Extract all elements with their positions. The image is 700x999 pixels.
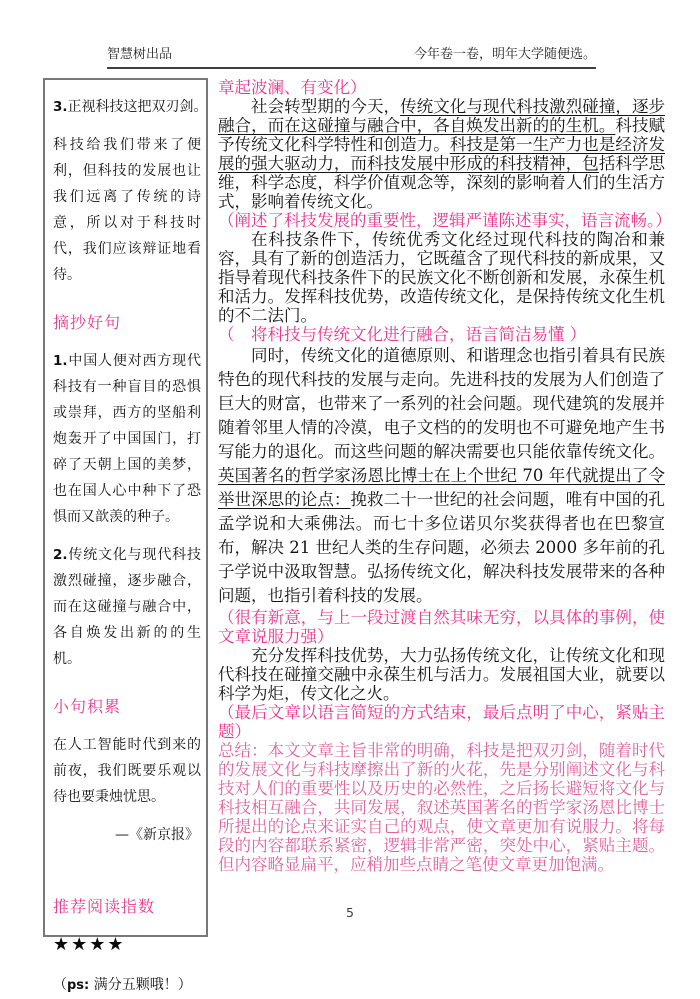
essay-paragraph-2: 在科技条件下，传统优秀文化经过现代科技的陶冶和兼容，具有了新的创造活力，它既蕴含了现代科技的新成果，又指导着现代科技条件下的民族文化不断创新和发展，永葆生机和活力。发挥科技优势，改造传统文化，是保持传统文化生机的不二法门。	[218, 230, 665, 325]
teacher-annotation-3: （很有新意，与上一段过渡自然其味无穷，以具体的事例，使文章说服力强）	[218, 608, 665, 646]
essay-paragraph-4: 充分发挥科技优势，大力弘扬传统文化，让传统文化和现代科技在碰撞交融中永葆生机与活力。发展祖国大业，就要以科学为炬，传文化之火。	[218, 646, 665, 703]
essay-paragraph-1	[218, 97, 665, 211]
teacher-summary: 总结：本文文章主旨非常的明确，科技是把双刃剑，随着时代的发展文化与科技摩擦出了新的火花，先是分别阐述文化与科技对人们的重要性以及历史的必然性，之后扬长避短将文化与科技相互融合，共同发展，叙述英国著名的哲学家汤恩比博士所提出的论点来证实自己的观点，使文章更加有说服力。将每段的内容都联系紧密，逻辑非常严密，突处中心，紧贴主题。但内容略显扁平，应稍加些点睛之笔使文章更加饱满。	[218, 741, 665, 874]
p1-text-1: 社会转型期的今天，	[251, 97, 401, 116]
excerpt-item-2	[53, 542, 201, 672]
rating-section-heading: 推荐阅读指数	[53, 897, 156, 916]
p1-underlined-1: 传统文化与现代科技激烈碰撞，逐步融合，而在这碰撞与融合中，各自焕发出新的的生机。	[218, 97, 665, 135]
page-number: 5	[346, 905, 354, 920]
excerpt-2-text: 传统文化与现代科技激烈碰撞，逐步融合，而在这碰撞与融合中，各自焕发出新的的生机。	[53, 547, 201, 667]
p3-text-1: 同时，传统文化的道德原则、和谐理念也指引着具有民族特色的现代科技的发展与走向。先进科技的发展为人们创造了巨大的财富，也带来了一系列的社会问题。现代建筑的发展并随着邻里人情的冷漠，电子文档的的发明也不可避免地产生书写能力的退化。而这些问题的解决需要也只能依靠传统文化。	[218, 346, 665, 461]
phrase-source: —《新京报》	[115, 827, 199, 843]
excerpt-1-text: 中国人便对西方现代科技有一种盲目的恐惧或崇拜，西方的坚船利炮轰开了中国国门，打碎了天朝上国的美梦，也在国人心中种下了恐惧而又歆羡的种子。	[53, 353, 201, 525]
phrase-section-heading: 小句积累	[53, 697, 122, 716]
excerpt-1-number: 1.	[53, 353, 68, 369]
point-title: 正视科技这把双刃剑。	[67, 99, 208, 115]
p3-underlined-1: 英国著名的哲学家汤恩比博士在上个世纪 70 年代就提出了令举世深思的论点：	[218, 466, 665, 509]
rating-note-open: （	[53, 977, 67, 993]
essay-paragraph-3	[218, 344, 665, 608]
notes-sidebar	[43, 78, 208, 993]
brand-text: 智慧树出品	[107, 47, 173, 62]
p1-underlined-2: 科技是第一生产力也是经济发展的强大驱动力，而科技发展中形成的科技精神，包	[218, 135, 666, 173]
teacher-annotation-2: （ 将科技与传统文化进行融合，语言简洁易懂 ）	[218, 325, 587, 344]
point-number: 3.	[53, 99, 68, 115]
p1-text-2: 科技赋予传统文化科学特性和创造力。	[218, 116, 666, 154]
rating-note-ps: ps:	[67, 978, 90, 993]
essay-review-column	[218, 78, 672, 874]
excerpt-section-heading: 摘抄好句	[53, 313, 122, 332]
rating-note	[53, 972, 201, 999]
phrase-body: 在人工智能时代到来的前夜，我们既要乐观以待也要秉烛忧思。	[53, 737, 201, 805]
p1-text-3: 括科学思维，科学态度，科学价值观念等，深刻的影响着人们的生活方式，影响着传统文化。	[218, 154, 666, 211]
rating-note-text: 满分五颗哦！）	[89, 977, 192, 993]
slogan-text: 今年卷一卷，明年大学随便选。	[413, 47, 596, 62]
annotation-tail: 章起波澜、有变化）	[218, 78, 367, 97]
teacher-annotation-4: （最后文章以语言简短的方式结束，最后点明了中心，紧贴主题）	[218, 703, 665, 741]
page-header	[107, 43, 596, 69]
point-heading	[53, 94, 208, 120]
excerpt-item-1	[53, 348, 201, 530]
rating-stars: ★★★★	[53, 934, 126, 955]
teacher-annotation-1: （阐述了科技发展的重要性，逻辑严谨陈述事实，语言流畅。）	[218, 211, 672, 230]
p3-text-2: 挽救二十一世纪的社会问题，唯有中国的孔孟学说和大乘佛法。而七十多位诺贝尔奖获得者也在巴黎宣布，解决 21 世纪人类的生存问题，必须去 2000 多年前的孔子学说中汲取智慧。弘扬传统文化，解决科技发展带来的各种问题，也指引着科技的发展。	[218, 490, 666, 605]
point-body: 科技给我们带来了便利，但科技的发展也让我们远离了传统的诗意，所以对于科技时代，我们应该辩证地看待。	[53, 137, 201, 283]
excerpt-2-number: 2.	[53, 547, 68, 563]
